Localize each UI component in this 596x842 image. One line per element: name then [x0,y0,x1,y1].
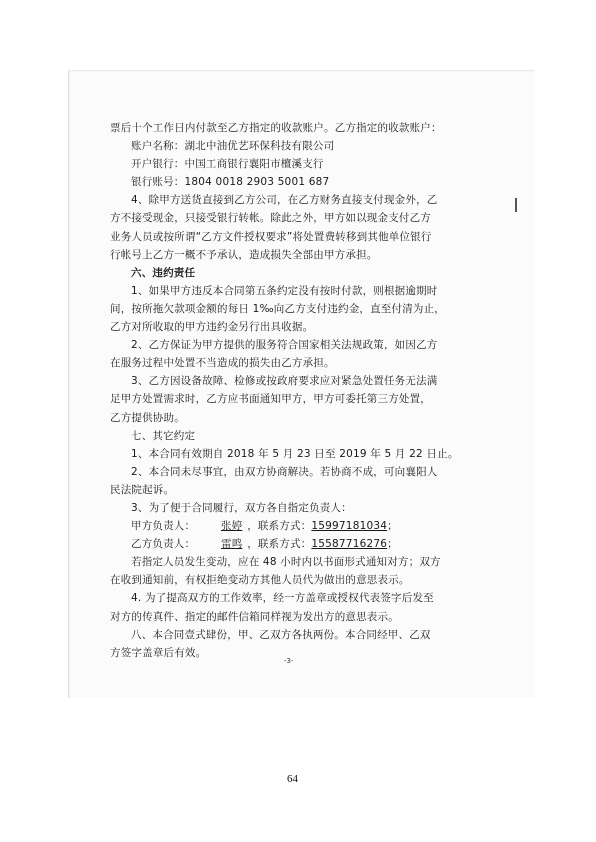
paragraph-line: 足甲方处置需求时，乙方应书面通知甲方，甲方可委托第三方处置， [110,393,431,406]
contract-text [110,119,505,662]
party-a-name: 张婷 [221,520,243,533]
party-b-contact [110,535,505,553]
paragraph-line: 方签字盖章后有效。 [110,646,207,659]
paragraph-line: 4. 为了提高双方的工作效率，经一方盖章或授权代表签字后发至 [131,592,434,605]
paragraph-line: 在服务过程中处置不当造成的损失由乙方承担。 [110,357,335,370]
section-heading-breach: 六、违约责任 [131,266,196,279]
paragraph-line: 业务人员或按所谓“乙方文件授权要求”将处置费转移到其他单位银行 [110,230,432,243]
party-a-end: ； [387,520,398,533]
paragraph-line: 行帐号上乙方一概不予承认，造成损失全部由甲方承担。 [110,248,378,261]
section-heading-other: 七、其它约定 [131,429,196,442]
party-a-label: 甲方负责人： [131,520,196,533]
scan-shadow-left [68,70,70,698]
party-b-phone-label: ，联系方式： [247,538,312,551]
scan-edge-mark [515,198,517,212]
account-name-line: 账户名称：湖北中油优艺环保科技有限公司 [131,140,335,153]
paragraph-line: 在收到通知前，有权拒绝变动方其他人员代为做出的意思表示。 [110,574,410,587]
account-number-line: 银行账号：1804 0018 2903 5001 687 [131,176,330,189]
bank-name-line: 开户银行：中国工商银行襄阳市檀溪支行 [131,158,324,171]
party-a-contact [110,517,505,535]
paragraph-line: 2、乙方保证为甲方提供的服务符合国家相关法规政策，如因乙方 [131,339,438,352]
paragraph-line: 票后十个工作日内付款至乙方指定的收款账户。乙方指定的收款账户： [110,122,442,134]
paragraph-line: 1、如果甲方违反本合同第五条约定没有按时付款，则根据逾期时 [131,284,438,297]
paragraph-line: 4、除甲方送货直接到乙方公司，在乙方财务直接支付现金外，乙 [131,194,438,207]
paragraph-line: 八、本合同壹式肆份，甲、乙双方各执两份。本合同经甲、乙双 [131,628,431,641]
outer-page-number: 64 [287,773,298,785]
party-b-name: 雷鸣 [221,538,243,551]
party-b-phone: 15587716276 [311,538,388,551]
paragraph-line: 1、本合同有效期自 2018 年 5 月 23 日至 2019 年 5 月 22 日止。 [131,447,459,460]
paragraph-line: 2、本合同未尽事宜，由双方协商解决。若协商不成，可向襄阳人 [131,465,438,478]
paragraph-line: 方不接受现金，只接受银行转帐。除此之外，甲方如以现金支付乙方 [110,212,431,225]
scan-shadow-top [68,70,535,72]
paragraph-line: 3、为了便于合同履行，双方各自指定负责人： [131,501,352,514]
party-b-end: ； [387,538,398,551]
paragraph-line: 乙方对所收取的甲方违约金另行出具收据。 [110,321,314,334]
paragraph-line: 若指定人员发生变动，应在 48 小时内以书面形式通知对方；双方 [131,556,441,569]
paragraph-line: 对方的传真件、指定的邮件信箱同样视为发出方的意思表示。 [110,610,399,623]
paragraph-line: 3、乙方因设备故障、检修或按政府要求应对紧急处置任务无法满 [131,375,438,388]
paragraph-line: 乙方提供协助。 [110,411,185,424]
party-b-label: 乙方负责人： [131,538,196,551]
inner-page-number: -3- [284,657,294,665]
paragraph-line: 民法院起诉。 [110,483,175,496]
paragraph-line: 间，按所拖欠款项金额的每日 1‰向乙方支付违约金，直至付清为止， [110,302,446,315]
party-a-phone: 15997181034 [311,520,388,533]
party-a-phone-label: ，联系方式： [247,520,312,533]
